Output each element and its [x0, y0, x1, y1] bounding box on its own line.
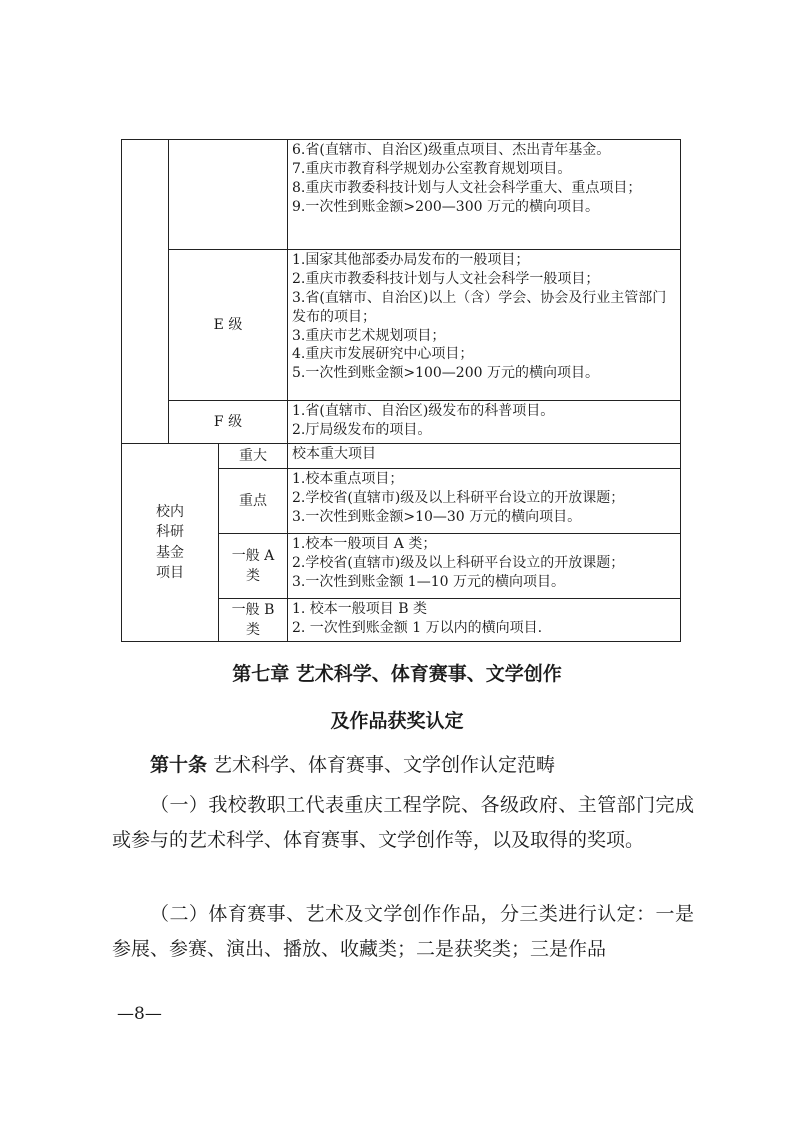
- level-e-items: [288, 250, 681, 401]
- list-item: 2.学校省(直辖市)级及以上科研平台设立的开放课题；: [292, 554, 625, 571]
- paragraph-1: （一）我校教职工代表重庆工程学院、各级政府、主管部门完成或参与的艺术科学、体育赛事、文学创作等，以及取得的奖项。: [112, 794, 694, 851]
- list-item: 6.省(直辖市、自治区)级重点项目、杰出青年基金。: [292, 142, 611, 158]
- list-item: 1.校本一般项目 A 类；: [292, 536, 437, 552]
- level-f-items: [288, 401, 681, 444]
- school-key-items: [288, 469, 681, 534]
- school-general-a-label: 一般 A 类: [219, 534, 288, 599]
- table-row-school-major: [122, 444, 681, 469]
- level-f-label: F 级: [169, 401, 288, 444]
- school-fund-label: 校内 科研 基金 项目: [122, 444, 219, 642]
- list-item: 1. 校本一般项目 B 类: [292, 601, 427, 617]
- list-item: 3.省(直辖市、自治区)以上（含）学会、协会及行业主管部门发布的项目；: [292, 289, 667, 325]
- list-item: 9.一次性到账金额>200—300 万元的横向项目。: [292, 198, 599, 215]
- list-item: 2. 一次性到账金额 1 万以内的横向项目.: [292, 619, 543, 636]
- page-number: —8—: [117, 1004, 162, 1024]
- list-item: 2.学校省(直辖市)级及以上科研平台设立的开放课题；: [292, 489, 625, 506]
- list-item: 校本重大项目: [292, 446, 376, 462]
- chapter-title-line1: 第七章 艺术科学、体育赛事、文学创作: [232, 663, 562, 685]
- school-key-label: 重点: [219, 469, 288, 534]
- list-item: 2.厅局级发布的项目。: [292, 421, 432, 438]
- list-item: 3.重庆市艺术规划项目；: [292, 327, 446, 344]
- table-row-level-e: [122, 250, 681, 401]
- school-general-b-label: 一般 B 类: [219, 599, 288, 642]
- article-heading: [112, 748, 694, 783]
- article-title: 艺术科学、体育赛事、文学创作认定范畴: [207, 754, 556, 776]
- blank-cell-level: [169, 140, 288, 250]
- school-general-b-items: [288, 599, 681, 642]
- school-major-label: 重大: [219, 444, 288, 469]
- list-item: 1.省(直辖市、自治区)级发布的科普项目。: [292, 403, 555, 419]
- continuation-items: [288, 140, 681, 250]
- paragraph-2: （二）体育赛事、艺术及文学创作作品，分三类进行认定：一是参展、参赛、演出、播放、收藏类；二是获奖类；三是作品: [112, 903, 694, 960]
- school-general-a-items: [288, 534, 681, 599]
- list-item: 5.一次性到账金额>100—200 万元的横向项目。: [292, 365, 599, 382]
- level-e-label: E 级: [169, 250, 288, 401]
- table-row-continuation: [122, 140, 681, 250]
- list-item: 3.一次性到账金额 1—10 万元的横向项目。: [292, 573, 565, 590]
- school-major-items: [288, 444, 681, 469]
- table-row-level-f: [122, 401, 681, 444]
- list-item: 1.国家其他部委办局发布的一般项目；: [292, 252, 530, 268]
- blank-cell-outer: [122, 140, 169, 444]
- list-item: 2.重庆市教委科技计划与人文社会科学一般项目；: [292, 270, 600, 287]
- list-item: 3.一次性到账金额>10—30 万元的横向项目。: [292, 508, 582, 525]
- project-level-table: [121, 139, 681, 642]
- article-label: 第十条: [150, 754, 208, 776]
- list-item: 7.重庆市教育科学规划办公室教育规划项目。: [292, 160, 572, 177]
- chapter-title-line2: 及作品获奖认定: [330, 710, 464, 732]
- list-item: 8.重庆市教委科技计划与人文社会科学重大、重点项目；: [292, 179, 642, 196]
- list-item: 1.校本重点项目；: [292, 471, 404, 487]
- list-item: 4.重庆市发展研究中心项目；: [292, 346, 474, 363]
